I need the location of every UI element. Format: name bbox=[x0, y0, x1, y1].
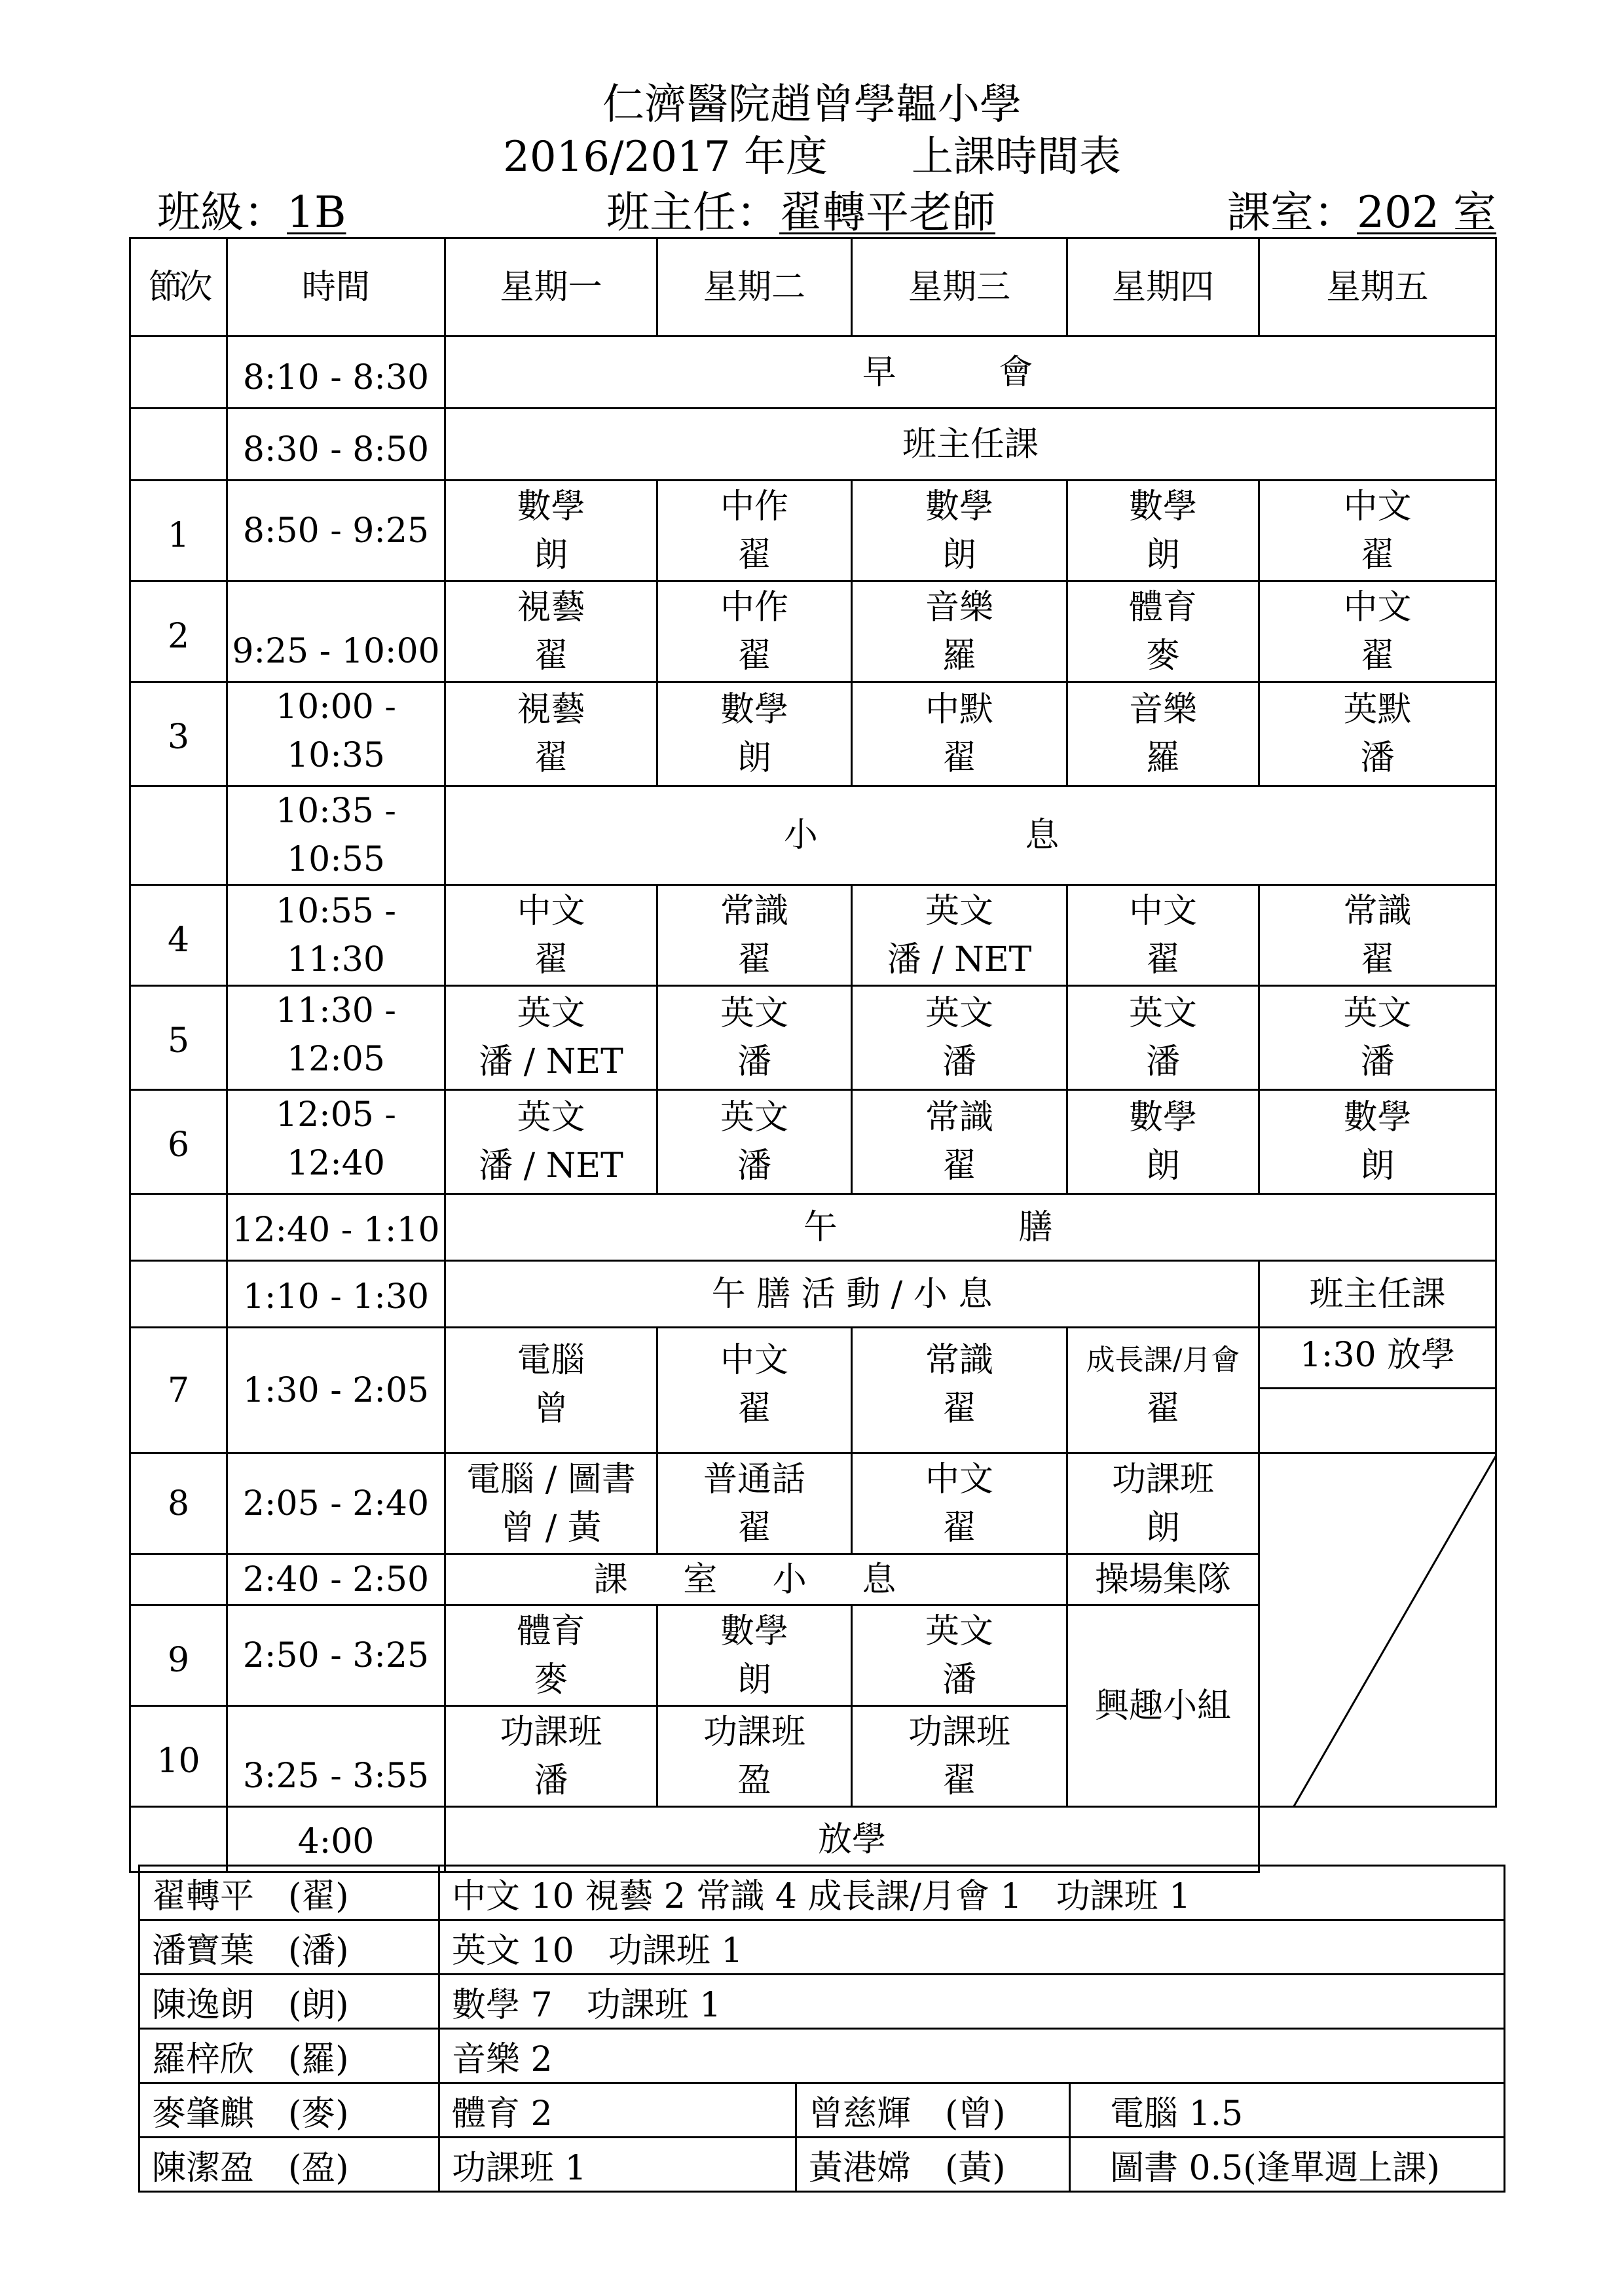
room-info bbox=[1227, 187, 1496, 239]
subject: 中默 bbox=[925, 690, 993, 729]
subject: 中文 bbox=[517, 891, 585, 931]
lesson-cell bbox=[1067, 581, 1259, 682]
period-number: 3 bbox=[130, 682, 227, 786]
lesson-cell bbox=[445, 1090, 657, 1194]
teacher-code: 朗 bbox=[942, 535, 976, 575]
room-value: 202 室 bbox=[1357, 187, 1496, 238]
lesson-cell bbox=[852, 1605, 1067, 1706]
teacher-name: 陳逸朗 (朗) bbox=[139, 1975, 439, 2029]
period-number: 8 bbox=[130, 1453, 227, 1554]
lesson-cell bbox=[657, 986, 852, 1090]
subject: 常識 bbox=[925, 1341, 993, 1380]
period-cell bbox=[130, 1261, 227, 1328]
subject: 數學 bbox=[1128, 1098, 1197, 1137]
teacher-subjects: 功課班 1 bbox=[439, 2138, 796, 2192]
time-cell: 2:40 - 2:50 bbox=[227, 1554, 445, 1605]
class-teacher-cell: 班主任課 bbox=[445, 409, 1496, 481]
lesson-cell bbox=[1259, 986, 1496, 1090]
subject: 數學 bbox=[1128, 486, 1197, 526]
diagonal-line bbox=[1260, 1454, 1496, 1807]
lunch-row bbox=[130, 1194, 1496, 1261]
lesson-cell bbox=[657, 1706, 852, 1807]
timetable bbox=[129, 237, 1497, 1873]
lesson-cell bbox=[1259, 1090, 1496, 1194]
lesson-cell bbox=[445, 1453, 657, 1554]
class-teacher-value: 翟轉平老師 bbox=[779, 187, 995, 238]
dismissal-cell: 放學 bbox=[445, 1807, 1259, 1872]
subject: 普通話 bbox=[703, 1459, 805, 1499]
period-row-8 bbox=[130, 1453, 1496, 1554]
teacher-code: 麥 bbox=[1145, 636, 1180, 676]
teacher-code: 翟 bbox=[737, 636, 771, 676]
teacher-code: 潘 bbox=[1360, 1042, 1395, 1082]
lesson-cell bbox=[852, 682, 1067, 786]
lesson-cell bbox=[1067, 986, 1259, 1090]
teacher-subjects: 音樂 2 bbox=[439, 2029, 1505, 2083]
teacher-code: 朗 bbox=[1145, 1146, 1180, 1186]
teacher-code: 麥 bbox=[534, 1660, 568, 1700]
subject: 常識 bbox=[1343, 891, 1412, 931]
teacher-code: 潘 bbox=[1145, 1042, 1180, 1082]
lesson-cell bbox=[657, 1453, 852, 1554]
class-teacher-info bbox=[606, 187, 995, 239]
lesson-cell bbox=[1067, 481, 1259, 581]
teacher-subjects: 數學 7 功課班 1 bbox=[439, 1975, 1505, 2029]
subject: 中文 bbox=[1343, 486, 1412, 526]
teacher-name: 潘寶葉 (潘) bbox=[139, 1920, 439, 1975]
lesson-cell bbox=[1259, 682, 1496, 786]
time-cell: 1:10 - 1:30 bbox=[227, 1261, 445, 1328]
recess-row bbox=[130, 786, 1496, 885]
period-row-4 bbox=[130, 885, 1496, 986]
time-cell: 4:00 bbox=[227, 1807, 445, 1872]
teacher-code: 翟 bbox=[737, 1389, 771, 1429]
teacher-code: 潘 bbox=[534, 1760, 568, 1800]
subject: 功課班 bbox=[908, 1712, 1010, 1752]
teacher-code: 翟 bbox=[534, 939, 568, 979]
period-row-2 bbox=[130, 581, 1496, 682]
lesson-cell bbox=[445, 1328, 657, 1453]
teacher-subjects: 中文 10 視藝 2 常識 4 成長課/月會 1 功課班 1 bbox=[439, 1866, 1505, 1920]
subject: 體育 bbox=[517, 1611, 585, 1651]
teacher-code: 翟 bbox=[534, 738, 568, 778]
teacher-code: 翟 bbox=[942, 1508, 976, 1548]
teacher-code: 潘 / NET bbox=[479, 1146, 623, 1186]
class-label: 班級： bbox=[157, 187, 287, 238]
lesson-cell bbox=[852, 986, 1067, 1090]
teacher-code: 潘 bbox=[1360, 738, 1395, 778]
period-cell bbox=[130, 786, 227, 885]
time-cell: 8:50 - 9:25 bbox=[227, 481, 445, 581]
dismissal-row bbox=[130, 1807, 1496, 1872]
teacher-code: 曾 bbox=[534, 1389, 568, 1429]
friday-dismissal-cell bbox=[1259, 1328, 1496, 1453]
subject: 數學 bbox=[925, 486, 993, 526]
header-tuesday: 星期二 bbox=[657, 238, 852, 337]
time-cell: 12:05 - 12:40 bbox=[227, 1090, 445, 1194]
lesson-cell bbox=[852, 1090, 1067, 1194]
period-row-1 bbox=[130, 481, 1496, 581]
teacher-code: 潘 bbox=[942, 1660, 976, 1700]
time-cell: 9:25 - 10:00 bbox=[227, 581, 445, 682]
lunch-cell: 午 膳 bbox=[445, 1194, 1496, 1261]
lesson-cell bbox=[657, 481, 852, 581]
assembly-row bbox=[130, 337, 1496, 409]
period-number: 10 bbox=[130, 1706, 227, 1807]
teacher-code: 翟 bbox=[737, 535, 771, 575]
teacher-code: 翟 bbox=[737, 939, 771, 979]
header-time: 時間 bbox=[227, 238, 445, 337]
subject: 英文 bbox=[720, 994, 788, 1033]
assembly-cell: 早 會 bbox=[445, 337, 1496, 409]
teacher-row bbox=[139, 1866, 1505, 1920]
subject: 英文 bbox=[517, 1098, 585, 1137]
header-row bbox=[130, 238, 1496, 337]
teacher-subjects: 電腦 1.5 bbox=[1070, 2083, 1505, 2138]
time-cell: 10:00 - 10:35 bbox=[227, 682, 445, 786]
header-monday: 星期一 bbox=[445, 238, 657, 337]
blank-cell bbox=[1259, 1807, 1496, 1872]
subject: 數學 bbox=[720, 690, 788, 729]
friday-dismissal-text: 1:30 放學 bbox=[1260, 1331, 1495, 1389]
time-cell: 12:40 - 1:10 bbox=[227, 1194, 445, 1261]
subject: 英文 bbox=[1128, 994, 1197, 1033]
period-cell bbox=[130, 1807, 227, 1872]
lesson-cell bbox=[445, 885, 657, 986]
lesson-cell bbox=[1067, 1090, 1259, 1194]
teacher-allocation-table bbox=[138, 1865, 1505, 2193]
subject: 中文 bbox=[1128, 891, 1197, 931]
teacher-code: 潘 bbox=[737, 1042, 771, 1082]
lesson-cell bbox=[445, 581, 657, 682]
class-teacher-label: 班主任： bbox=[606, 187, 779, 238]
recess-cell: 小 息 bbox=[445, 786, 1496, 885]
teacher-subjects: 圖書 0.5(逢單週上課) bbox=[1070, 2138, 1505, 2192]
lesson-cell bbox=[1067, 885, 1259, 986]
teacher-code: 翟 bbox=[942, 1389, 976, 1429]
lunch-activity-row bbox=[130, 1261, 1496, 1328]
period-number: 2 bbox=[130, 581, 227, 682]
lesson-cell bbox=[1259, 481, 1496, 581]
lesson-cell bbox=[1067, 1328, 1259, 1453]
teacher-subjects: 英文 10 功課班 1 bbox=[439, 1920, 1505, 1975]
period-row-6 bbox=[130, 1090, 1496, 1194]
subject: 英文 bbox=[925, 994, 993, 1033]
subject: 數學 bbox=[517, 486, 585, 526]
time-cell: 8:10 - 8:30 bbox=[227, 337, 445, 409]
subject: 常識 bbox=[720, 891, 788, 931]
school-title: 仁濟醫院趙曾學韞小學 bbox=[602, 81, 1022, 129]
teacher-code: 翟 bbox=[1360, 636, 1395, 676]
subject: 英文 bbox=[925, 891, 993, 931]
teacher-name: 曾慈輝 (曾) bbox=[796, 2083, 1070, 2138]
header-wednesday: 星期三 bbox=[852, 238, 1067, 337]
subject: 數學 bbox=[720, 1611, 788, 1651]
teacher-row bbox=[139, 2029, 1505, 2083]
teacher-code: 潘 bbox=[737, 1146, 771, 1186]
header-friday: 星期五 bbox=[1259, 238, 1496, 337]
header-thursday: 星期四 bbox=[1067, 238, 1259, 337]
lesson-cell bbox=[852, 581, 1067, 682]
period-number: 1 bbox=[130, 481, 227, 581]
lesson-cell bbox=[657, 581, 852, 682]
lesson-cell bbox=[1259, 885, 1496, 986]
subject: 英默 bbox=[1343, 690, 1412, 729]
time-cell: 1:30 - 2:05 bbox=[227, 1328, 445, 1453]
teacher-code: 羅 bbox=[942, 636, 976, 676]
subject: 視藝 bbox=[517, 690, 585, 729]
period-cell bbox=[130, 1194, 227, 1261]
period-number: 9 bbox=[130, 1605, 227, 1706]
friday-class-teacher-cell: 班主任課 bbox=[1259, 1261, 1496, 1328]
time-cell: 2:05 - 2:40 bbox=[227, 1453, 445, 1554]
class-teacher-row bbox=[130, 409, 1496, 481]
time-cell: 10:55 - 11:30 bbox=[227, 885, 445, 986]
teacher-code: 朗 bbox=[1145, 1508, 1180, 1548]
period-cell bbox=[130, 337, 227, 409]
teacher-row bbox=[139, 1920, 1505, 1975]
teacher-code: 翟 bbox=[942, 738, 976, 778]
lesson-cell bbox=[657, 1090, 852, 1194]
subject: 功課班 bbox=[500, 1712, 602, 1752]
teacher-code: 潘 bbox=[942, 1042, 976, 1082]
year-title: 2016/2017 年度 上課時間表 bbox=[503, 133, 1121, 181]
time-cell: 11:30 - 12:05 bbox=[227, 986, 445, 1090]
subject: 中文 bbox=[720, 1341, 788, 1380]
period-number: 5 bbox=[130, 986, 227, 1090]
lesson-cell bbox=[1067, 682, 1259, 786]
period-number: 4 bbox=[130, 885, 227, 986]
teacher-name: 陳潔盈 (盈) bbox=[139, 2138, 439, 2192]
subject: 英文 bbox=[925, 1611, 993, 1651]
lesson-cell bbox=[852, 481, 1067, 581]
period-row-3 bbox=[130, 682, 1496, 786]
teacher-code: 朗 bbox=[737, 1660, 771, 1700]
teacher-code: 翟 bbox=[942, 1760, 976, 1800]
lesson-cell bbox=[445, 1706, 657, 1807]
teacher-code: 曾 / 黃 bbox=[500, 1508, 602, 1548]
lesson-cell bbox=[852, 1328, 1067, 1453]
teacher-row bbox=[139, 1975, 1505, 2029]
teacher-row bbox=[139, 2138, 1505, 2192]
subject: 視藝 bbox=[517, 587, 585, 627]
subject: 功課班 bbox=[1111, 1459, 1214, 1499]
subject: 常識 bbox=[925, 1098, 993, 1137]
teacher-code: 朗 bbox=[1360, 1146, 1395, 1186]
period-cell bbox=[130, 1554, 227, 1605]
teacher-code: 盈 bbox=[737, 1760, 771, 1800]
teacher-row bbox=[139, 2083, 1505, 2138]
teacher-code: 朗 bbox=[737, 738, 771, 778]
time-cell: 2:50 - 3:25 bbox=[227, 1605, 445, 1706]
time-cell: 8:30 - 8:50 bbox=[227, 409, 445, 481]
subject: 成長課/月會 bbox=[1086, 1343, 1240, 1377]
teacher-code: 潘 / NET bbox=[479, 1042, 623, 1082]
lesson-cell bbox=[852, 885, 1067, 986]
period-number: 6 bbox=[130, 1090, 227, 1194]
period-cell bbox=[130, 409, 227, 481]
teacher-name: 麥肇麒 (麥) bbox=[139, 2083, 439, 2138]
teacher-code: 翟 bbox=[1360, 939, 1395, 979]
lesson-cell bbox=[445, 986, 657, 1090]
teacher-code: 翟 bbox=[1145, 1389, 1180, 1429]
teacher-name: 黃港嫦 (黃) bbox=[796, 2138, 1070, 2192]
teacher-subjects: 體育 2 bbox=[439, 2083, 796, 2138]
lesson-cell bbox=[657, 682, 852, 786]
time-cell: 10:35 - 10:55 bbox=[227, 786, 445, 885]
teacher-code: 羅 bbox=[1145, 738, 1180, 778]
class-value: 1B bbox=[287, 187, 346, 238]
subject: 功課班 bbox=[703, 1712, 805, 1752]
subject: 中作 bbox=[720, 587, 788, 627]
lesson-cell bbox=[657, 1605, 852, 1706]
subject: 數學 bbox=[1343, 1098, 1412, 1137]
subject: 英文 bbox=[720, 1098, 788, 1137]
header-period: 節次 bbox=[130, 238, 227, 337]
interest-group-cell: 興趣小組 bbox=[1067, 1605, 1259, 1807]
room-label: 課室： bbox=[1227, 187, 1357, 238]
subject: 音樂 bbox=[925, 587, 993, 627]
classroom-break-cell: 課 室 小 息 bbox=[445, 1554, 1067, 1605]
subject: 電腦 bbox=[517, 1341, 585, 1380]
teacher-name: 翟轉平 (翟) bbox=[139, 1866, 439, 1920]
lesson-cell bbox=[1067, 1453, 1259, 1554]
subject: 英文 bbox=[1343, 994, 1412, 1033]
teacher-code: 潘 / NET bbox=[887, 939, 1032, 979]
subject: 體育 bbox=[1128, 587, 1197, 627]
lesson-cell bbox=[445, 682, 657, 786]
subject: 中作 bbox=[720, 486, 788, 526]
lesson-cell bbox=[657, 1328, 852, 1453]
friday-empty-diagonal-cell bbox=[1259, 1453, 1496, 1807]
subject: 中文 bbox=[925, 1459, 993, 1499]
teacher-code: 翟 bbox=[1145, 939, 1180, 979]
lesson-cell bbox=[1259, 581, 1496, 682]
teacher-code: 翟 bbox=[737, 1508, 771, 1548]
teacher-code: 翟 bbox=[1360, 535, 1395, 575]
period-row-7 bbox=[130, 1328, 1496, 1453]
subject: 中文 bbox=[1343, 587, 1412, 627]
subject: 英文 bbox=[517, 994, 585, 1033]
teacher-code: 朗 bbox=[534, 535, 568, 575]
assembly-line-up-cell: 操場集隊 bbox=[1067, 1554, 1259, 1605]
lesson-cell bbox=[445, 481, 657, 581]
teacher-name: 羅梓欣 (羅) bbox=[139, 2029, 439, 2083]
lunch-activity-cell: 午 膳 活 動 / 小 息 bbox=[445, 1261, 1259, 1328]
period-row-5 bbox=[130, 986, 1496, 1090]
teacher-code: 翟 bbox=[534, 636, 568, 676]
lesson-cell bbox=[657, 885, 852, 986]
subject: 音樂 bbox=[1128, 690, 1197, 729]
lesson-cell bbox=[852, 1706, 1067, 1807]
teacher-code: 翟 bbox=[942, 1146, 976, 1186]
time-cell: 3:25 - 3:55 bbox=[227, 1706, 445, 1807]
teacher-code: 朗 bbox=[1145, 535, 1180, 575]
class-info bbox=[157, 187, 346, 239]
subject: 電腦 / 圖書 bbox=[466, 1459, 636, 1499]
lesson-cell bbox=[852, 1453, 1067, 1554]
period-number: 7 bbox=[130, 1328, 227, 1453]
lesson-cell bbox=[445, 1605, 657, 1706]
